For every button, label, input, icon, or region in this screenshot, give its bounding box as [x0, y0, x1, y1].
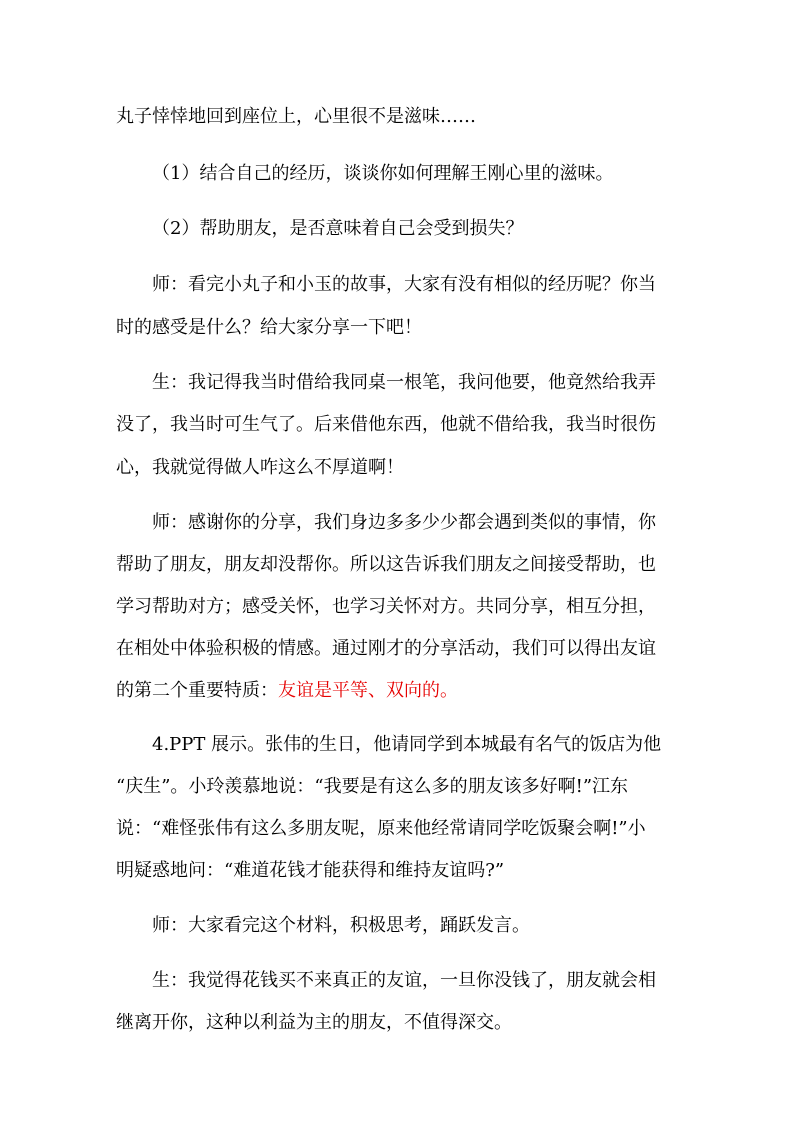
highlighted-conclusion: 友谊是平等、双向的。 [278, 680, 458, 701]
teacher-line [116, 681, 458, 701]
student-line: 没了，我当时可生气了。后来借他东西，他就不借给我，我当时很伤 [116, 414, 656, 435]
teacher-line: 时的感受是什么？给大家分享一下吧！ [116, 317, 422, 338]
student-line: 心，我就觉得做人咋这么不厚道啊！ [116, 457, 404, 478]
teacher-line: 师：看完小丸子和小玉的故事，大家有没有相似的经历呢？你当 [152, 274, 656, 295]
question-2: （2）帮助朋友，是否意味着自己会受到损失？ [152, 218, 524, 239]
teacher-line: 师：大家看完这个材料，积极思考，踊跃发言。 [152, 915, 530, 936]
ppt-material-line: “庆生”。小玲羡慕地说：“我要是有这么多的朋友该多好啊!”江东 [116, 776, 629, 797]
student-line: 生：我记得我当时借给我同桌一根笔，我问他要，他竟然给我弄 [152, 372, 656, 393]
student-line: 继离开你，这种以利益为主的朋友，不值得深交。 [116, 1012, 512, 1033]
teacher-line-text: 的第二个重要特质： [116, 680, 278, 701]
ppt-material-line: 4.PPT 展示。张伟的生日，他请同学到本城最有名气的饭店为他 [152, 734, 662, 755]
question-1: （1）结合自己的经历，谈谈你如何理解王刚心里的滋味。 [152, 163, 614, 184]
ppt-material-line: 说：“难怪张伟有这么多朋友呢，原来他经常请同学吃饭聚会啊!”小 [116, 818, 646, 839]
teacher-line: 师：感谢你的分享，我们身边多多少少都会遇到类似的事情，你 [152, 512, 656, 533]
text-line: 丸子悻悻地回到座位上，心里很不是滋味…… [116, 106, 476, 127]
ppt-material-line: 明疑惑地问：“难道花钱才能获得和维持友谊吗?” [116, 860, 505, 881]
teacher-line: 在相处中体验积极的情感。通过刚才的分享活动，我们可以得出友谊 [116, 638, 656, 659]
teacher-line: 学习帮助对方；感受关怀，也学习关怀对方。共同分享，相互分担， [116, 596, 656, 617]
student-line: 生：我觉得花钱买不来真正的友谊，一旦你没钱了，朋友就会相 [152, 970, 656, 991]
teacher-line: 帮助了朋友，朋友却没帮你。所以这告诉我们朋友之间接受帮助，也 [116, 554, 656, 575]
